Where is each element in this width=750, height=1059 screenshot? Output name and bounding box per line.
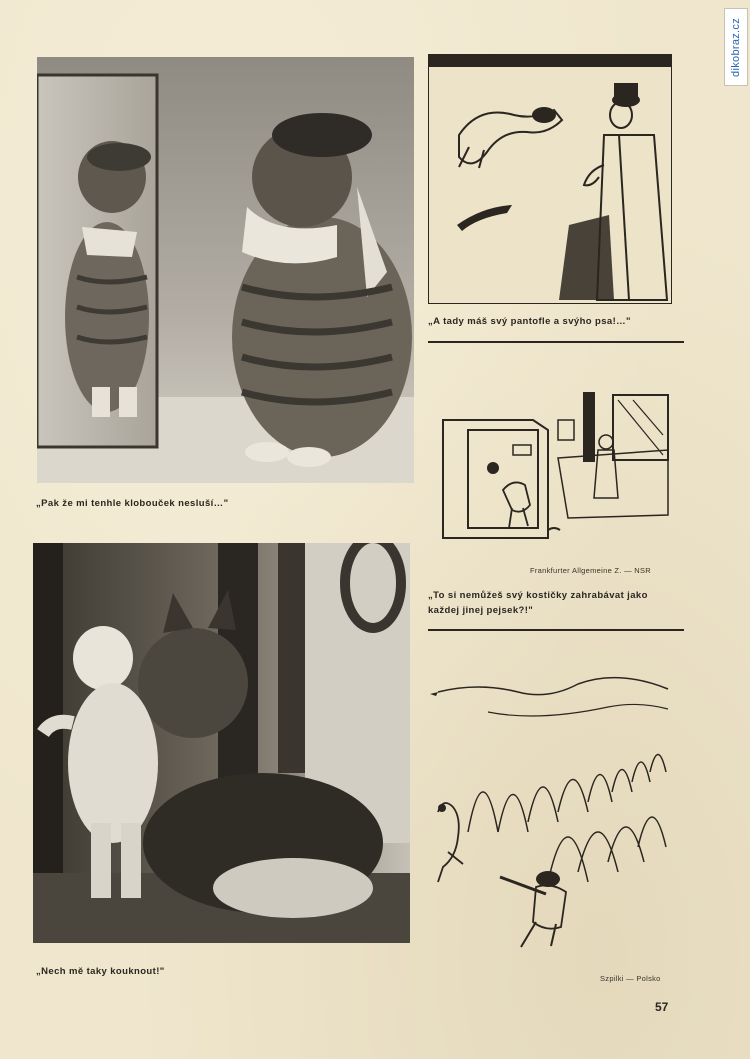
cat-photo	[37, 57, 414, 483]
baby-dog-photo	[33, 543, 410, 943]
divider-rule-1	[428, 341, 684, 343]
dog-cartoon-drawing	[429, 55, 671, 303]
safe-cartoon-credit: Frankfurter Allgemeine Z. — NSR	[530, 566, 652, 575]
cat-photo-image	[37, 57, 414, 483]
watermark-text: dikobraz.cz	[730, 17, 742, 77]
page-number: 57	[655, 1000, 669, 1014]
dog-cartoon	[428, 54, 672, 304]
hunter-cartoon-credit: Szpilki — Polsko	[600, 974, 661, 983]
safe-cartoon-caption-line-1: „To si nemůžeš svý kostičky zahrabávat jako	[428, 590, 648, 601]
baby-dog-photo-image	[33, 543, 410, 943]
safe-cartoon-drawing	[428, 390, 674, 550]
baby-photo-caption: „Nech mě taky kouknout!"	[36, 966, 165, 977]
hunter-cartoon-drawing	[428, 672, 676, 960]
divider-rule-2	[428, 629, 684, 631]
safe-cartoon	[428, 390, 674, 550]
dog-cartoon-caption: „A tady máš svý pantofle a svýho psa!…"	[428, 316, 631, 327]
watermark-badge	[724, 8, 748, 86]
cat-photo-caption: „Pak že mi tenhle klobouček nesluší…"	[36, 498, 229, 509]
hunter-cartoon	[428, 672, 676, 960]
safe-cartoon-caption-line-2: každej jinej pejsek?!"	[428, 605, 534, 616]
